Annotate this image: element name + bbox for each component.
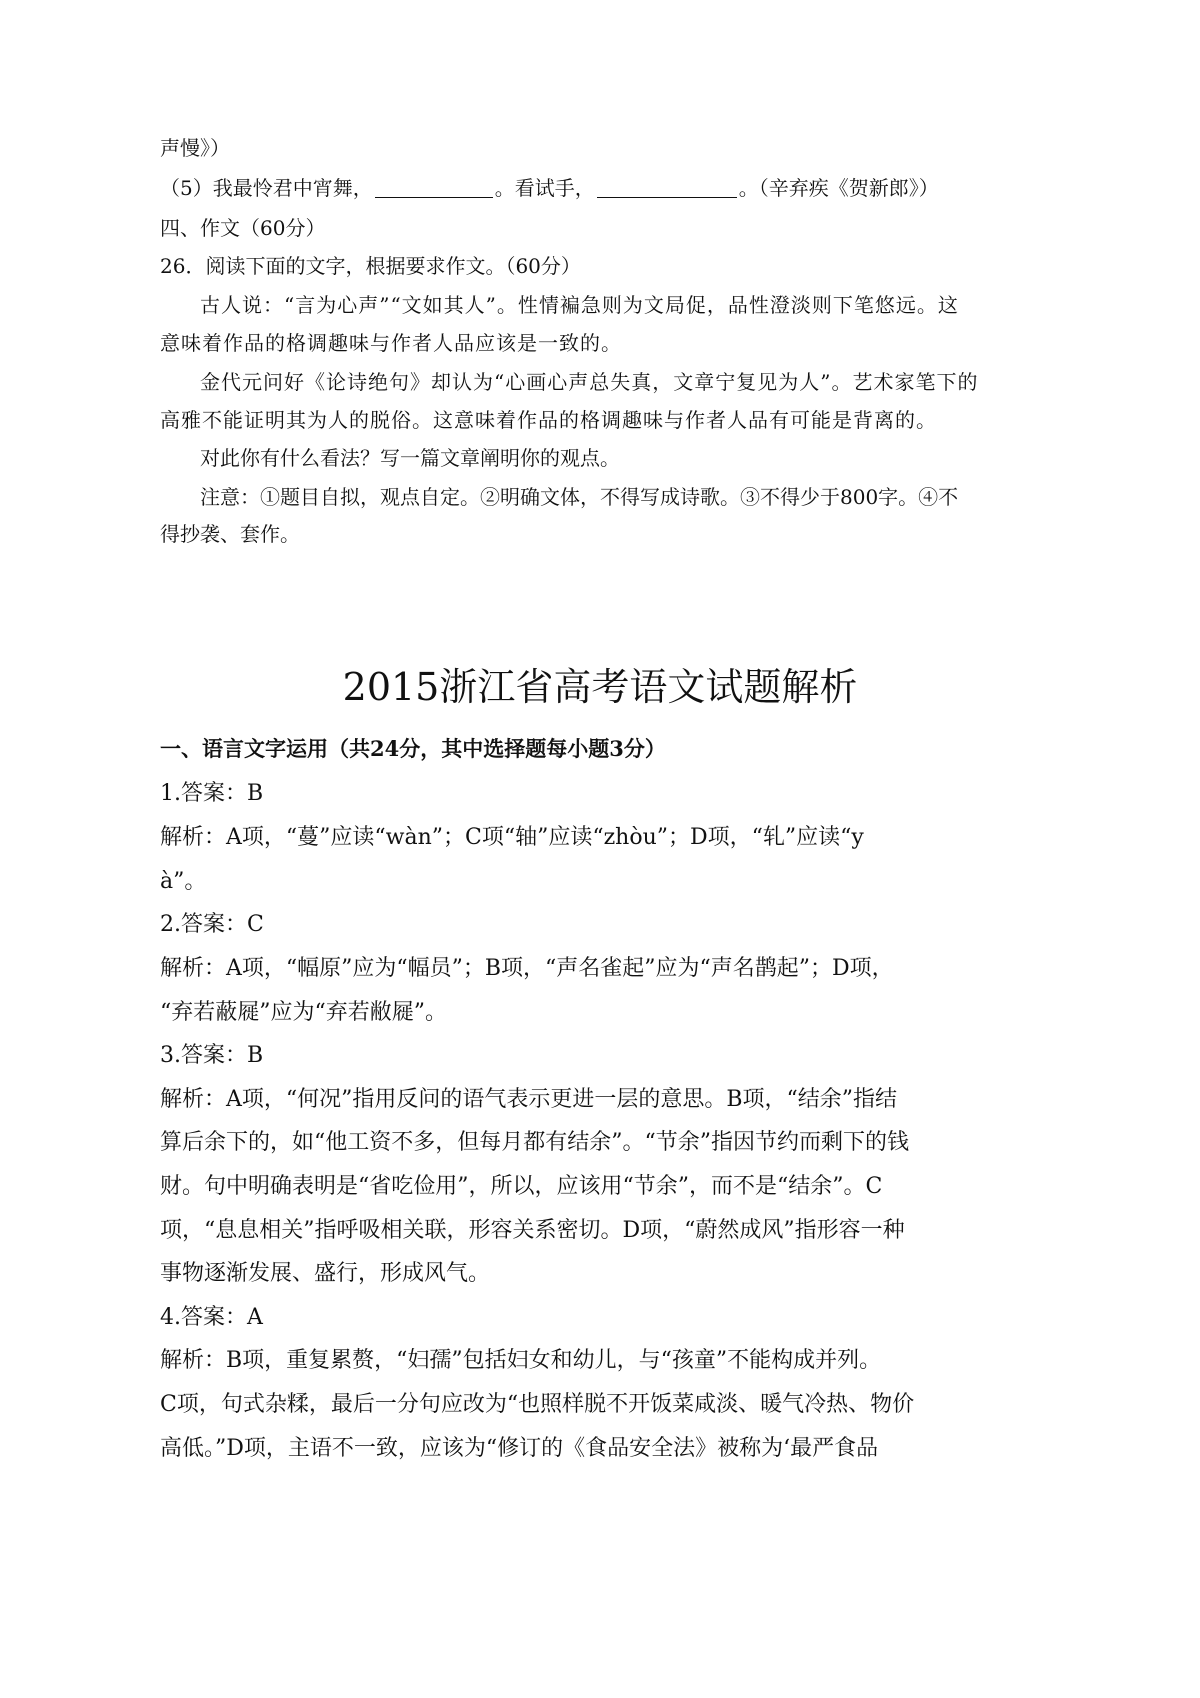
analysis-line: 项，“息息相关”指呼吸相关联，形容关系密切。D项，“蔚然成风”指形容一种: [160, 1218, 905, 1243]
answer-blank: [375, 179, 493, 198]
fill-blank-line: [160, 178, 939, 198]
answer-line: 1.答案：B: [160, 781, 264, 806]
analysis-line: 解析：A项，“幅原”应为“幅员”；B项，“声名雀起”应为“声名鹊起”；D项，: [160, 956, 894, 981]
essay-material-line: 意味着作品的格调趣味与作者人品应该是一致的。: [160, 331, 622, 355]
answer-blank: [597, 179, 737, 198]
answer-line: 4.答案：A: [160, 1305, 263, 1330]
essay-material-line: 古人说：“言为心声”“文如其人”。性情褊急则为文局促，品性澄淡则下笔悠远。这: [200, 293, 959, 317]
analysis-line: 财。句中明确表明是“省吃俭用”，所以，应该用“节余”，而不是“结余”。C: [160, 1174, 883, 1199]
text-segment: 。（辛弃疾《贺新郎》）: [738, 176, 939, 200]
essay-note: 注意：①题目自拟，观点自定。②明确文体，不得写成诗歌。③不得少于800字。④不: [200, 485, 959, 509]
essay-material-line: 高雅不能证明其为人的脱俗。这意味着作品的格调趣味与作者人品有可能是背离的。: [160, 408, 937, 432]
text-segment: 。看试手，: [494, 176, 595, 200]
text-line: 声慢》）: [160, 136, 230, 160]
section-heading: 一、语言文字运用（共24分，其中选择题每小题3分）: [160, 736, 666, 761]
analysis-line: 高低。”D项，主语不一致，应该为“修订的《食品安全法》被称为‘最严食品: [160, 1436, 879, 1461]
analysis-line: 解析：A项，“蔓”应读“wàn”；C项“轴”应读“zhòu”；D项，“轧”应读“y: [160, 825, 864, 850]
analysis-line: 解析：A项，“何况”指用反问的语气表示更进一层的意思。B项，“结余”指结: [160, 1087, 898, 1112]
essay-material-line: 金代元问好《论诗绝句》却认为“心画心声总失真，文章宁复见为人”。艺术家笔下的: [200, 370, 979, 394]
answer-line: 2.答案：C: [160, 912, 264, 937]
section-heading: 四、作文（60分）: [160, 216, 326, 240]
essay-note: 得抄袭、套作。: [160, 522, 300, 546]
analysis-line: à”。: [160, 869, 207, 894]
analysis-line: C项，句式杂糅，最后一分句应改为“也照样脱不开饭菜咸淡、暖气冷热、物价: [160, 1392, 915, 1417]
answer-line: 3.答案：B: [160, 1043, 264, 1068]
analysis-line: 事物逐渐发展、盛行，形成风气。: [160, 1261, 491, 1286]
text-segment: （5）我最怜君中宵舞，: [160, 176, 373, 200]
analysis-line: 算后余下的，如“他工资不多，但每月都有结余”。“节余”指因节约而剩下的钱: [160, 1130, 909, 1155]
question-prompt: 26．阅读下面的文字，根据要求作文。（60分）: [160, 254, 581, 278]
analysis-line: “弃若蔽屣”应为“弃若敝屣”。: [160, 1000, 447, 1025]
analysis-line: 解析：B项，重复累赘，“妇孺”包括妇女和幼儿，与“孩童”不能构成并列。: [160, 1348, 882, 1373]
essay-instruction: 对此你有什么看法？写一篇文章阐明你的观点。: [200, 446, 620, 470]
page-title: 2015浙江省高考语文试题解析: [342, 665, 858, 709]
